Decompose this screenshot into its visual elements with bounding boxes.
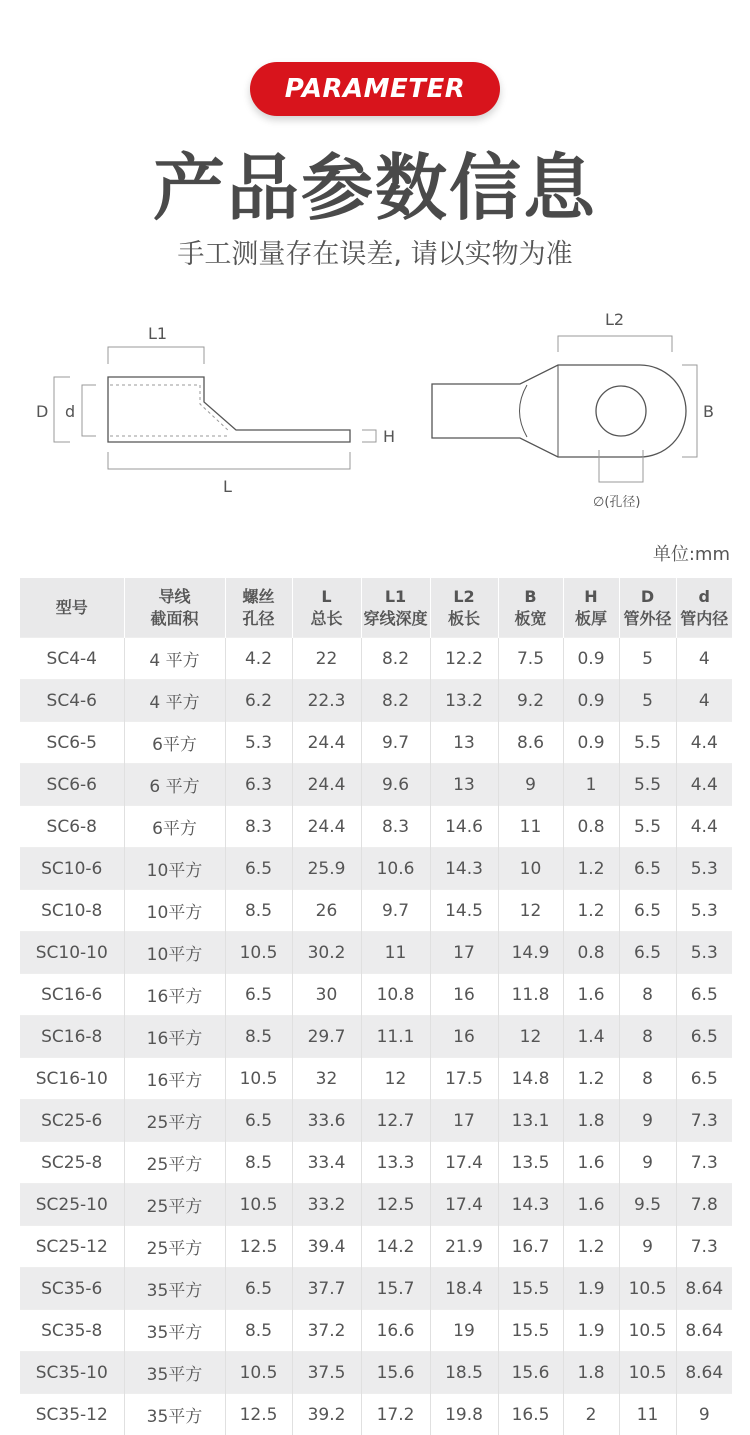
table-row	[20, 722, 732, 764]
column-header-line2: 截面积	[125, 608, 225, 630]
table-cell: 13.2	[430, 680, 498, 722]
table-row	[20, 1100, 732, 1142]
table-cell: 6.5	[225, 1268, 292, 1310]
table-cell: 6.5	[225, 1100, 292, 1142]
page-title: 产品参数信息	[0, 130, 750, 234]
table-row	[20, 1268, 732, 1310]
table-cell: 15.7	[361, 1268, 430, 1310]
column-header	[292, 578, 361, 638]
table-cell: 8.64	[676, 1268, 732, 1310]
table-cell: SC6-5	[20, 722, 124, 764]
table-cell: 8	[619, 1058, 676, 1100]
table-cell: 17.4	[430, 1184, 498, 1226]
table-cell: SC25-8	[20, 1142, 124, 1184]
table-cell: 39.2	[292, 1394, 361, 1435]
column-header	[498, 578, 563, 638]
table-cell: SC10-8	[20, 890, 124, 932]
table-cell: 10.5	[619, 1352, 676, 1394]
table-cell: 13.3	[361, 1142, 430, 1184]
table-cell: 4 平方	[124, 680, 225, 722]
column-header-line1: d	[677, 586, 733, 608]
table-cell: 9	[619, 1100, 676, 1142]
table-row	[20, 1226, 732, 1268]
table-cell: SC35-8	[20, 1310, 124, 1352]
table-cell: 17.2	[361, 1394, 430, 1435]
table-cell: 19	[430, 1310, 498, 1352]
table-cell: 6 平方	[124, 764, 225, 806]
table-cell: 1.8	[563, 1100, 619, 1142]
table-cell: 10.5	[619, 1310, 676, 1352]
table-row	[20, 1142, 732, 1184]
side-view-drawing	[54, 347, 376, 469]
table-cell: 4	[676, 638, 732, 680]
table-cell: 25平方	[124, 1184, 225, 1226]
table-cell: 6.5	[676, 974, 732, 1016]
table-cell: 12	[498, 890, 563, 932]
column-header	[124, 578, 225, 638]
table-cell: 4.4	[676, 764, 732, 806]
column-header-line1: L1	[362, 586, 430, 608]
table-cell: 6平方	[124, 806, 225, 848]
table-cell: 35平方	[124, 1352, 225, 1394]
table-cell: 8.64	[676, 1310, 732, 1352]
table-cell: 6.3	[225, 764, 292, 806]
table-cell: 16.7	[498, 1226, 563, 1268]
table-cell: 35平方	[124, 1394, 225, 1435]
label-H: H	[383, 427, 395, 446]
table-row	[20, 764, 732, 806]
table-cell: 7.3	[676, 1142, 732, 1184]
table-cell: 0.9	[563, 722, 619, 764]
column-header	[676, 578, 732, 638]
table-row	[20, 1058, 732, 1100]
table-cell: 16平方	[124, 1016, 225, 1058]
table-cell: 6.5	[225, 974, 292, 1016]
table-cell: 15.5	[498, 1268, 563, 1310]
top-view-drawing	[432, 336, 697, 482]
table-cell: 8.5	[225, 1016, 292, 1058]
column-header	[619, 578, 676, 638]
table-cell: 4.4	[676, 722, 732, 764]
table-cell: 29.7	[292, 1016, 361, 1058]
table-row	[20, 1394, 732, 1435]
table-cell: 5.5	[619, 764, 676, 806]
table-cell: 25平方	[124, 1226, 225, 1268]
label-d: d	[65, 402, 75, 421]
column-header-line1: D	[620, 586, 676, 608]
table-cell: 9	[619, 1142, 676, 1184]
table-cell: 9.2	[498, 680, 563, 722]
table-cell: 15.6	[498, 1352, 563, 1394]
table-cell: 10平方	[124, 848, 225, 890]
table-cell: 8.2	[361, 680, 430, 722]
table-cell: 12.5	[225, 1394, 292, 1435]
table-cell: 15.6	[361, 1352, 430, 1394]
table-cell: 5.3	[225, 722, 292, 764]
table-cell: 18.5	[430, 1352, 498, 1394]
table-cell: SC35-12	[20, 1394, 124, 1435]
table-cell: 37.7	[292, 1268, 361, 1310]
table-row	[20, 848, 732, 890]
table-cell: 1.2	[563, 890, 619, 932]
dimension-diagram	[0, 300, 750, 525]
column-header-line1: H	[564, 586, 619, 608]
column-header-line2: 穿线深度	[362, 608, 430, 630]
table-row	[20, 1184, 732, 1226]
table-cell: 8.64	[676, 1352, 732, 1394]
table-cell: 37.5	[292, 1352, 361, 1394]
table-cell: 8.3	[225, 806, 292, 848]
table-cell: 7.3	[676, 1100, 732, 1142]
table-cell: 11	[498, 806, 563, 848]
table-cell: 11.1	[361, 1016, 430, 1058]
table-cell: 14.5	[430, 890, 498, 932]
table-cell: 37.2	[292, 1310, 361, 1352]
parameter-badge	[250, 62, 500, 116]
label-L2: L2	[605, 310, 624, 329]
table-cell: SC6-6	[20, 764, 124, 806]
page-subtitle: 手工测量存在误差, 请以实物为准	[0, 232, 750, 271]
column-header-line2: 总长	[293, 608, 361, 630]
table-cell: 25.9	[292, 848, 361, 890]
table-cell: 32	[292, 1058, 361, 1100]
table-cell: 24.4	[292, 764, 361, 806]
column-header-line1: B	[499, 586, 563, 608]
table-cell: 16	[430, 1016, 498, 1058]
table-cell: 17.5	[430, 1058, 498, 1100]
table-cell: 10.5	[619, 1268, 676, 1310]
table-cell: 33.4	[292, 1142, 361, 1184]
table-cell: 6.5	[619, 848, 676, 890]
table-cell: 8.6	[498, 722, 563, 764]
table-cell: 8.3	[361, 806, 430, 848]
column-header-line1: L	[293, 586, 361, 608]
table-cell: 11.8	[498, 974, 563, 1016]
badge-label: PARAMETER	[285, 74, 466, 104]
table-cell: 19.8	[430, 1394, 498, 1435]
table-cell: SC35-6	[20, 1268, 124, 1310]
column-header-line2: 板厚	[564, 608, 619, 630]
table-cell: 6.5	[619, 932, 676, 974]
column-header-line1: 型号	[20, 597, 124, 619]
column-header-line2: 板长	[431, 608, 498, 630]
table-cell: 16	[430, 974, 498, 1016]
table-cell: 25平方	[124, 1142, 225, 1184]
table-cell: 10.5	[225, 1058, 292, 1100]
table-cell: 7.8	[676, 1184, 732, 1226]
table-cell: 1.2	[563, 1058, 619, 1100]
table-cell: 12	[361, 1058, 430, 1100]
table-cell: 1.9	[563, 1310, 619, 1352]
table-cell: 15.5	[498, 1310, 563, 1352]
table-cell: 10.5	[225, 1184, 292, 1226]
table-cell: 12.7	[361, 1100, 430, 1142]
table-cell: SC10-6	[20, 848, 124, 890]
table-cell: 9.7	[361, 722, 430, 764]
table-row	[20, 974, 732, 1016]
table-row	[20, 890, 732, 932]
table-cell: 4.4	[676, 806, 732, 848]
label-B: B	[703, 402, 714, 421]
table-cell: 0.9	[563, 638, 619, 680]
table-cell: 9.5	[619, 1184, 676, 1226]
table-cell: 10平方	[124, 932, 225, 974]
table-cell: 1.6	[563, 1142, 619, 1184]
column-header-line2: 管内径	[677, 608, 733, 630]
table-cell: 10.5	[225, 1352, 292, 1394]
table-cell: 8.2	[361, 638, 430, 680]
table-cell: 5.5	[619, 806, 676, 848]
table-cell: SC35-10	[20, 1352, 124, 1394]
table-cell: 39.4	[292, 1226, 361, 1268]
table-cell: 17.4	[430, 1142, 498, 1184]
column-header-line1: 导线	[125, 586, 225, 608]
table-cell: 2	[563, 1394, 619, 1435]
table-cell: SC4-6	[20, 680, 124, 722]
table-cell: 9	[676, 1394, 732, 1435]
column-header	[20, 578, 124, 638]
table-cell: 30.2	[292, 932, 361, 974]
table-cell: 10.6	[361, 848, 430, 890]
column-header-line1: L2	[431, 586, 498, 608]
table-cell: SC25-12	[20, 1226, 124, 1268]
table-row	[20, 1310, 732, 1352]
table-cell: SC25-6	[20, 1100, 124, 1142]
table-cell: 1.6	[563, 1184, 619, 1226]
table-cell: 5.3	[676, 890, 732, 932]
table-cell: 26	[292, 890, 361, 932]
table-cell: 25平方	[124, 1100, 225, 1142]
table-cell: 13.5	[498, 1142, 563, 1184]
table-cell: 12.5	[225, 1226, 292, 1268]
table-cell: 14.8	[498, 1058, 563, 1100]
table-cell: 1.6	[563, 974, 619, 1016]
table-cell: 8	[619, 974, 676, 1016]
table-cell: 6.5	[619, 890, 676, 932]
label-L1: L1	[148, 324, 167, 343]
table-cell: 4 平方	[124, 638, 225, 680]
table-cell: 6.5	[225, 848, 292, 890]
parameter-table	[20, 578, 732, 1435]
table-cell: 10.8	[361, 974, 430, 1016]
table-cell: 33.6	[292, 1100, 361, 1142]
table-cell: 0.9	[563, 680, 619, 722]
column-header-line1: 螺丝	[226, 586, 292, 608]
column-header-line2: 孔径	[226, 608, 292, 630]
table-cell: SC4-4	[20, 638, 124, 680]
column-header-line2: 管外径	[620, 608, 676, 630]
table-cell: 12.2	[430, 638, 498, 680]
table-cell: 12	[498, 1016, 563, 1058]
table-cell: 6平方	[124, 722, 225, 764]
table-cell: 1.4	[563, 1016, 619, 1058]
table-cell: 21.9	[430, 1226, 498, 1268]
table-cell: 14.6	[430, 806, 498, 848]
table-cell: 11	[619, 1394, 676, 1435]
table-cell: 17	[430, 932, 498, 974]
table-body	[20, 638, 732, 1435]
table-cell: SC16-6	[20, 974, 124, 1016]
table-cell: 5.3	[676, 848, 732, 890]
table-cell: 0.8	[563, 932, 619, 974]
table-cell: 6.2	[225, 680, 292, 722]
table-cell: 8	[619, 1016, 676, 1058]
table-cell: 5	[619, 680, 676, 722]
table-cell: 35平方	[124, 1310, 225, 1352]
table-cell: 10	[498, 848, 563, 890]
table-cell: 14.3	[430, 848, 498, 890]
table-cell: 1.2	[563, 1226, 619, 1268]
column-header	[430, 578, 498, 638]
table-cell: 16.6	[361, 1310, 430, 1352]
table-cell: 9.6	[361, 764, 430, 806]
table-header-row	[20, 578, 732, 638]
table-cell: 10.5	[225, 932, 292, 974]
column-header-line2: 板宽	[499, 608, 563, 630]
table-cell: 6.5	[676, 1058, 732, 1100]
table-row	[20, 806, 732, 848]
table-cell: 24.4	[292, 722, 361, 764]
table-cell: 12.5	[361, 1184, 430, 1226]
table-cell: 9	[619, 1226, 676, 1268]
table-row	[20, 680, 732, 722]
table-row	[20, 638, 732, 680]
table-cell: 1.9	[563, 1268, 619, 1310]
column-header	[225, 578, 292, 638]
unit-label: 单位:mm	[653, 540, 730, 566]
table-cell: 35平方	[124, 1268, 225, 1310]
label-D: D	[36, 402, 48, 421]
table-cell: 4.2	[225, 638, 292, 680]
table-cell: 6.5	[676, 1016, 732, 1058]
table-cell: 5	[619, 638, 676, 680]
table-cell: 22.3	[292, 680, 361, 722]
table-cell: 11	[361, 932, 430, 974]
table-cell: 16平方	[124, 974, 225, 1016]
table-cell: SC16-10	[20, 1058, 124, 1100]
table-cell: 16平方	[124, 1058, 225, 1100]
table-cell: 8.5	[225, 1142, 292, 1184]
table-cell: 10平方	[124, 890, 225, 932]
table-row	[20, 932, 732, 974]
table-cell: 8.5	[225, 890, 292, 932]
column-header	[563, 578, 619, 638]
table-cell: 33.2	[292, 1184, 361, 1226]
table-cell: 14.3	[498, 1184, 563, 1226]
table-cell: 13	[430, 722, 498, 764]
table-cell: 13.1	[498, 1100, 563, 1142]
table-cell: SC25-10	[20, 1184, 124, 1226]
table-cell: SC6-8	[20, 806, 124, 848]
table-cell: 13	[430, 764, 498, 806]
table-cell: 14.9	[498, 932, 563, 974]
label-L: L	[223, 477, 232, 496]
table-cell: 5.3	[676, 932, 732, 974]
table-cell: 7.3	[676, 1226, 732, 1268]
table-cell: 1.8	[563, 1352, 619, 1394]
table-cell: 16.5	[498, 1394, 563, 1435]
table-cell: 1	[563, 764, 619, 806]
table-cell: 7.5	[498, 638, 563, 680]
table-cell: SC16-8	[20, 1016, 124, 1058]
table-cell: 0.8	[563, 806, 619, 848]
table-cell: 14.2	[361, 1226, 430, 1268]
table-cell: 17	[430, 1100, 498, 1142]
table-cell: 18.4	[430, 1268, 498, 1310]
table-row	[20, 1352, 732, 1394]
column-header	[361, 578, 430, 638]
table-cell: 9	[498, 764, 563, 806]
table-cell: 30	[292, 974, 361, 1016]
table-cell: SC10-10	[20, 932, 124, 974]
label-hole: ∅(孔径)	[593, 494, 640, 510]
table-cell: 1.2	[563, 848, 619, 890]
table-row	[20, 1016, 732, 1058]
table-cell: 24.4	[292, 806, 361, 848]
table-cell: 9.7	[361, 890, 430, 932]
table-cell: 22	[292, 638, 361, 680]
table-cell: 4	[676, 680, 732, 722]
table-cell: 5.5	[619, 722, 676, 764]
table-cell: 8.5	[225, 1310, 292, 1352]
